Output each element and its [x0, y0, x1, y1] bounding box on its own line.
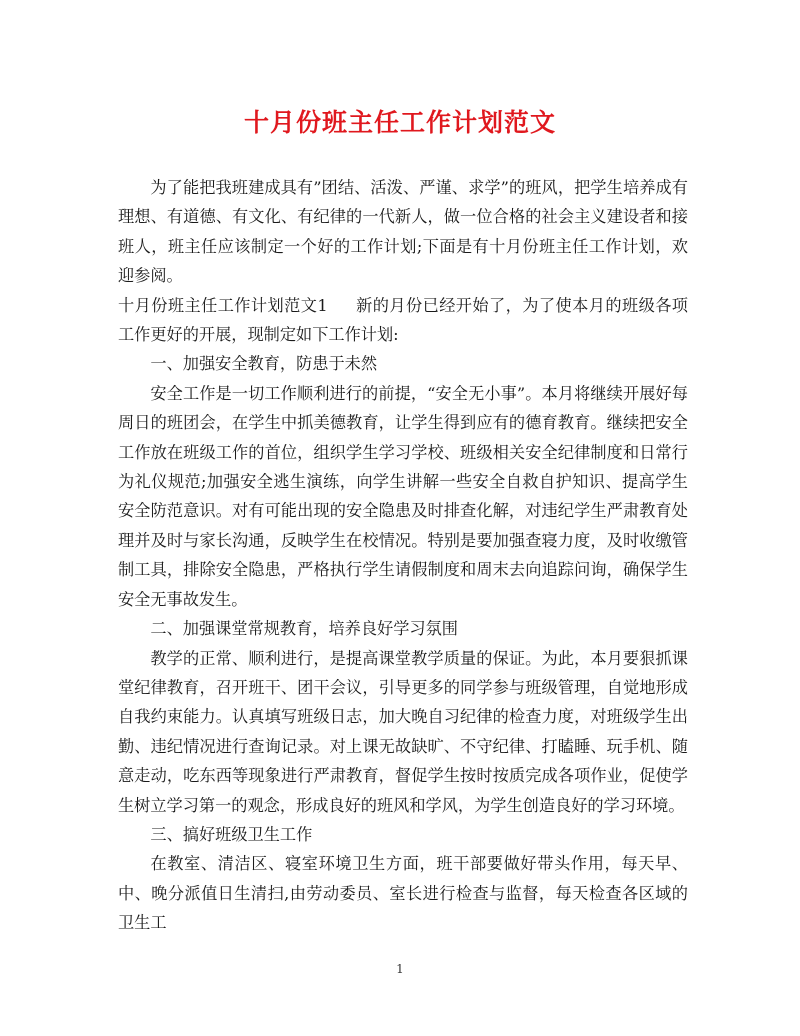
section-text-safety: 安全工作是一切工作顺利进行的前提，“安全无小事”。本月将继续开展好每周日的班团会，在学生中抓美德教育，让学生得到应有的德育教育。继续把安全工作放在班级工作的首位，组织学生学习学校、班级相关安全纪律制度和日常行为礼仪规范;加强安全逃生演练，向学生讲解一些安全自救自护知识、提高学生安全防范意识。对有可能出现的安全隐患及时排查化解，对违纪学生严肃教育处理并及时与家长沟通，反映学生在校情况。特别是要加强查寝力度，及时收缴管制工具，排除安全隐患，严格执行学生请假制度和周末去向追踪问询，确保学生安全无事故发生。 — [118, 383, 688, 609]
plan-subtitle: 十月份班主任工作计划范文1 — [118, 295, 328, 315]
page-number: 1 — [396, 962, 404, 976]
document-title: 十月份班主任工作计划范文 — [243, 108, 556, 137]
section-text-classroom: 教学的正常、顺利进行，是提高课堂教学质量的保证。为此，本月要狠抓课堂纪律教育，召开班干、团干会议，引导更多的同学参与班级管理，自觉地形成自我约束能力。认真填写班级日志，加大晚自习纪律的检查力度，对班级学生出勤、违纪情况进行查询记录。对上课无故缺旷、不守纪律、打瞌睡、玩手机、随意走动，吃东西等现象进行严肃教育，督促学生按时按质完成各项作业，促使学生树立学习第一的观念，形成良好的班风和学风，为学生创造良好的学习环境。 — [118, 648, 688, 815]
plan-subtitle-text: 新的月份已经开始了，为了使本月的班级各项工作更好的开展，现制定如下工作计划: — [118, 295, 688, 345]
document-body — [118, 173, 688, 938]
section-heading-hygiene: 三、搞好班级卫生工作 — [150, 824, 313, 844]
plan-intro-paragraph — [118, 291, 688, 350]
section-heading-classroom: 二、加强课堂常规教育，培养良好学习氛围 — [150, 619, 458, 639]
section-heading-safety: 一、加强安全教育，防患于未然 — [150, 354, 378, 374]
section-text-hygiene: 在教室、清洁区、寝室环境卫生方面，班干部要做好带头作用，每天早、中、晚分派值日生清扫,由劳动委员、室长进行检查与监督，每天检查各区域的卫生工 — [118, 854, 688, 933]
intro-paragraph: 为了能把我班建成具有”团结、活泼、严谨、求学”的班风，把学生培养成有理想、有道德、有文化、有纪律的一代新人，做一位合格的社会主义建设者和接班人，班主任应该制定一个好的工作计划;下面是有十月份班主任工作计划，欢迎参阅。 — [118, 178, 688, 286]
